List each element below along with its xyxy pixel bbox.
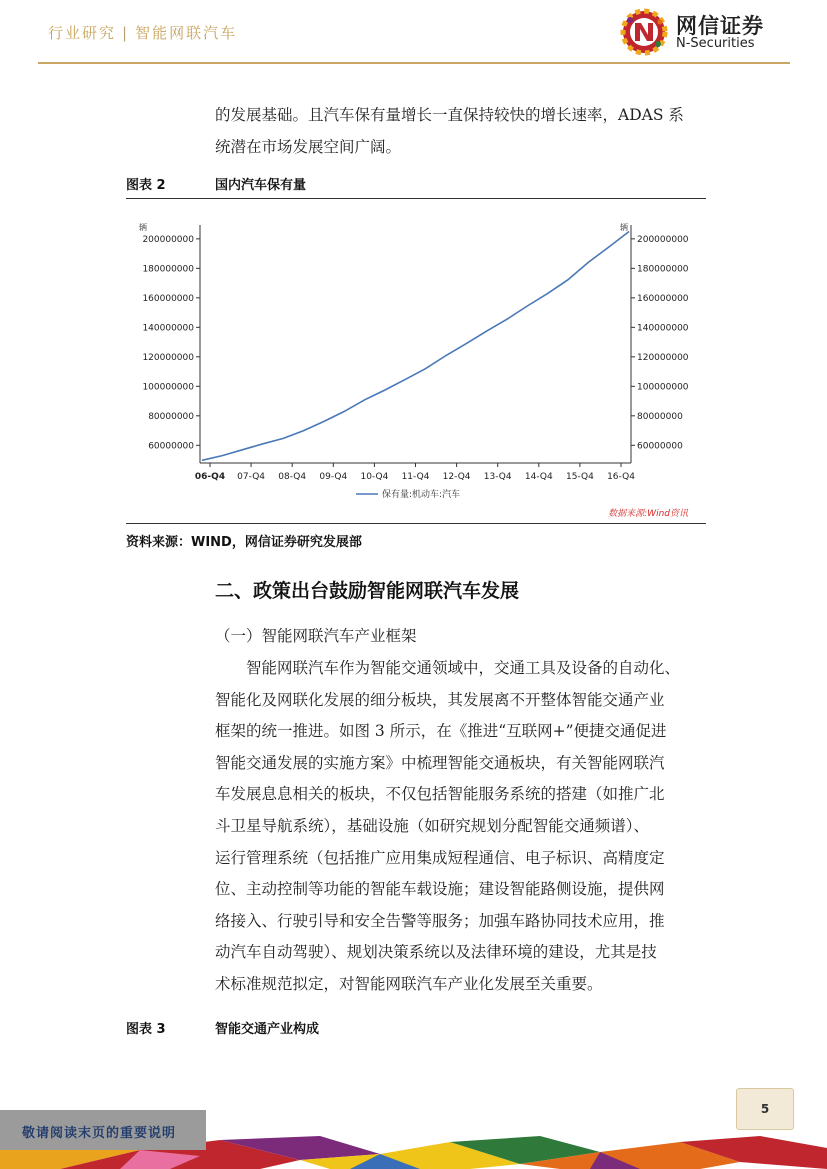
x-tick-label: 10-Q4 <box>360 472 389 482</box>
body-line: 动汽车自动驾驶）、规划决策系统以及法律环境的建设，尤其是技 <box>215 943 657 962</box>
x-tick-label: 12-Q4 <box>442 472 471 482</box>
y-tick-label-left: 160000000 <box>142 293 194 304</box>
y-tick-label-right: 180000000 <box>637 264 689 275</box>
y-tick-label-left: 80000000 <box>148 411 194 422</box>
figure3-label: 图表 3 <box>126 1022 166 1037</box>
body-line: 框架的统一推进。如图 3 所示，在《推进“互联网+”便捷交通促进 <box>215 722 667 741</box>
x-tick-label: 13-Q4 <box>483 472 512 482</box>
x-tick-label: 07-Q4 <box>237 472 266 482</box>
y-tick-label-right: 100000000 <box>637 382 689 393</box>
x-tick-label: 06-Q4 <box>194 472 226 482</box>
logo-text-en: N-Securities <box>676 36 755 51</box>
body-line: 位、主动控制等功能的智能车载设施；建设智能路侧设施，提供网 <box>215 880 665 899</box>
body-line: 智能交通发展的实施方案》中梳理智能交通板块，有关智能网联汽 <box>215 753 665 772</box>
vehicle-ownership-chart <box>126 205 706 523</box>
n-securities-logo-icon <box>620 8 668 56</box>
footer-notice: 敬请阅读末页的重要说明 <box>22 1126 177 1141</box>
y-tick-label-left: 200000000 <box>142 234 194 245</box>
y-tick-label-right: 120000000 <box>637 352 689 363</box>
x-tick-label: 11-Q4 <box>401 472 430 482</box>
x-tick-label: 15-Q4 <box>565 472 594 482</box>
intro-line: 的发展基础。且汽车保有量增长一直保持较快的增长速率，ADAS 系 <box>215 106 684 124</box>
y-tick-label-right: 80000000 <box>637 411 683 422</box>
y-tick-label-left: 180000000 <box>142 264 194 275</box>
figure2-top-rule <box>126 198 706 199</box>
page-number: 5 <box>736 1088 794 1130</box>
header-topic-label: 智能网联汽车 <box>135 24 238 42</box>
section-heading: 二、政策出台鼓励智能网联汽车发展 <box>215 580 520 602</box>
body-line: 运行管理系统（包括推广应用集成短程通信、电子标识、高精度定 <box>215 848 665 867</box>
right-unit-label: 辆 <box>620 223 628 232</box>
body-line: 车发展息息相关的板块，不仅包括智能服务系统的搭建（如推广北 <box>215 785 665 804</box>
figure2-title: 国内汽车保有量 <box>215 178 307 193</box>
y-tick-label-left: 60000000 <box>148 441 194 452</box>
body-line: 智能网联汽车作为智能交通领域中，交通工具及设备的自动化、 <box>246 659 681 677</box>
body-line: 络接入、行驶引导和安全告警等服务；加强车路协同技术应用，推 <box>215 911 665 930</box>
figure3-title: 智能交通产业构成 <box>215 1022 320 1037</box>
y-tick-label-right: 140000000 <box>637 323 689 334</box>
left-unit-label: 辆 <box>139 223 147 232</box>
x-tick-label: 16-Q4 <box>607 472 635 482</box>
x-tick-label: 08-Q4 <box>278 472 307 482</box>
logo-text-cn: 网信证券 <box>676 14 764 38</box>
figure2-bottom-rule <box>126 523 706 524</box>
body-line: 斗卫星导航系统），基础设施（如研究规划分配智能交通频谱）、 <box>215 816 650 835</box>
header-divider: | <box>122 24 130 42</box>
figure2-source: 资料来源：WIND，网信证券研究发展部 <box>126 535 362 550</box>
subsection-heading: （一）智能网联汽车产业框架 <box>215 627 417 645</box>
legend-label: 保有量:机动车:汽车 <box>382 490 461 500</box>
series-line-vehicle-ownership <box>202 232 629 461</box>
y-tick-label-left: 100000000 <box>142 382 194 393</box>
header-rule <box>38 62 790 64</box>
intro-line: 统潜在市场发展空间广阔。 <box>215 137 402 156</box>
y-tick-label-left: 140000000 <box>142 323 194 334</box>
x-tick-label: 14-Q4 <box>524 472 553 482</box>
header-section <box>48 22 237 43</box>
x-tick-label: 09-Q4 <box>319 472 348 482</box>
header-section-label: 行业研究 <box>48 24 117 42</box>
figure2-label: 图表 2 <box>126 178 166 193</box>
y-tick-label-right: 200000000 <box>637 234 689 245</box>
intro-paragraph <box>215 100 705 163</box>
y-tick-label-left: 120000000 <box>142 352 194 363</box>
y-tick-label-right: 160000000 <box>637 293 689 304</box>
body-line: 术标准规范拟定，对智能网联汽车产业化发展至关重要。 <box>215 974 603 993</box>
body-paragraph <box>215 653 707 1001</box>
body-line: 智能化及网联化发展的细分板块，其发展离不开整体智能交通产业 <box>215 690 665 709</box>
y-tick-label-right: 60000000 <box>637 441 683 452</box>
chart-source-note: 数据来源:Wind资讯 <box>608 509 688 519</box>
